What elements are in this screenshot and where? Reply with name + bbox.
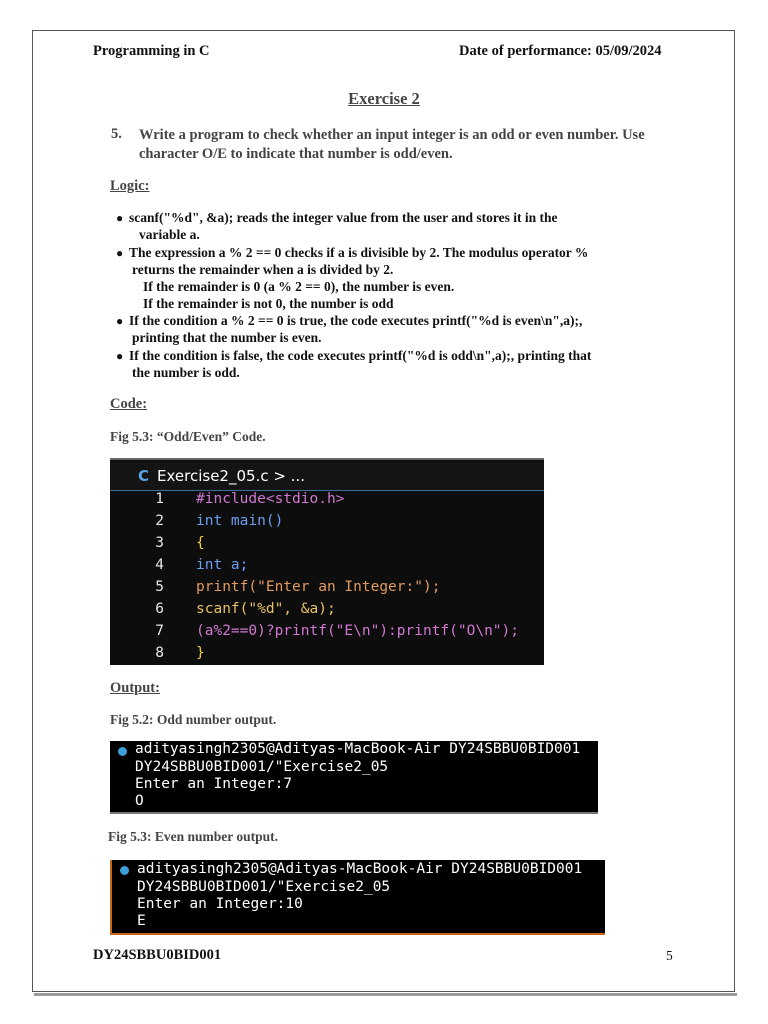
- logic-line: scanf("%d", &a); reads the integer value from the user and stores it in the: [129, 210, 558, 225]
- terminal-line: DY24SBBU0BID001/"Exercise2_05: [137, 879, 391, 895]
- question-number: 5.: [111, 126, 122, 142]
- output-heading: Output:: [110, 680, 160, 696]
- code-line: [110, 601, 544, 623]
- line-number: 1: [155, 491, 164, 507]
- code-heading: Code:: [110, 396, 148, 412]
- page-shadow: [34, 993, 737, 996]
- editor-tab-title: [138, 467, 305, 485]
- logic-bullet-icon: ●: [116, 349, 124, 363]
- terminal-line: adityasingh2305@Adityas-MacBook-Air DY24SBBU0BID001: [137, 861, 583, 877]
- terminal-line: Enter an Integer:7: [135, 776, 293, 792]
- code-line: [110, 557, 544, 579]
- header-date: Date of performance: 05/09/2024: [459, 43, 662, 59]
- odd-output-terminal: [110, 741, 598, 814]
- code-screenshot: [110, 458, 544, 665]
- logic-bullet-icon: ●: [116, 246, 124, 260]
- header-course: Programming in C: [93, 43, 210, 59]
- code-line: [110, 535, 544, 557]
- terminal-line: E: [137, 913, 146, 929]
- logic-line: printing that the number is even.: [132, 330, 322, 345]
- code-text: }: [196, 645, 205, 661]
- code-text: int a;: [196, 557, 249, 573]
- code-line: [110, 491, 544, 513]
- page-number: 5: [666, 948, 673, 963]
- logic-line: If the remainder is 0 (a % 2 == 0), the number is even.: [143, 279, 455, 294]
- code-line: [110, 623, 544, 645]
- even-output-caption: Fig 5.3: Even number output.: [108, 829, 279, 844]
- logic-line: If the condition a % 2 == 0 is true, the code executes printf("%d is even\n",a);,: [129, 313, 583, 328]
- logic-line: The expression a % 2 == 0 checks if a is divisible by 2. The modulus operator %: [129, 245, 589, 260]
- prompt-status-icon: [118, 747, 127, 756]
- terminal-line: O: [135, 793, 144, 809]
- line-number: 3: [155, 535, 164, 551]
- code-line: [110, 513, 544, 535]
- line-number: 8: [155, 645, 164, 661]
- code-line: [110, 645, 544, 667]
- line-number: 6: [155, 601, 164, 617]
- logic-line: If the condition is false, the code executes printf("%d is odd\n",a);, printing that: [129, 348, 592, 363]
- line-number: 4: [155, 557, 164, 573]
- logic-line: the number is odd.: [132, 365, 240, 380]
- line-number: 2: [155, 513, 164, 529]
- even-output-terminal: [110, 860, 605, 935]
- question-text: Write a program to check whether an input integer is an odd or even number. Use character O/E to indicate that number is odd/even.: [139, 127, 645, 162]
- footer-student-id: DY24SBBU0BID001: [93, 947, 222, 963]
- prompt-status-icon: [120, 866, 129, 875]
- logic-line: If the remainder is not 0, the number is odd: [143, 296, 394, 311]
- terminal-line: Enter an Integer:10: [137, 896, 303, 912]
- line-number: 7: [155, 623, 164, 639]
- logic-bullet-icon: ●: [116, 314, 124, 328]
- code-figure-caption: Fig 5.3: “Odd/Even” Code.: [110, 429, 266, 444]
- file-breadcrumb: Exercise2_05.c > ...: [157, 467, 305, 485]
- line-number: 5: [155, 579, 164, 595]
- logic-heading: Logic:: [110, 178, 150, 194]
- editor-breadcrumb: [110, 462, 544, 491]
- code-text: #include<stdio.h>: [196, 491, 345, 507]
- page-title: Exercise 2: [348, 89, 420, 108]
- logic-line: variable a.: [139, 227, 200, 242]
- code-text: printf("Enter an Integer:");: [196, 579, 441, 595]
- terminal-line: DY24SBBU0BID001/"Exercise2_05: [135, 759, 389, 775]
- logic-line: returns the remainder when a is divided by 2.: [132, 262, 394, 277]
- terminal-line: adityasingh2305@Adityas-MacBook-Air DY24SBBU0BID001: [135, 741, 581, 757]
- c-file-icon: C: [138, 467, 150, 485]
- code-line: [110, 579, 544, 601]
- logic-bullet-icon: ●: [116, 211, 124, 225]
- code-text: (a%2==0)?printf("E\n"):printf("O\n");: [196, 623, 520, 639]
- code-text: int main(): [196, 513, 284, 529]
- code-text: scanf("%d", &a);: [196, 601, 336, 617]
- code-text: {: [196, 535, 205, 551]
- odd-output-caption: Fig 5.2: Odd number output.: [110, 712, 277, 727]
